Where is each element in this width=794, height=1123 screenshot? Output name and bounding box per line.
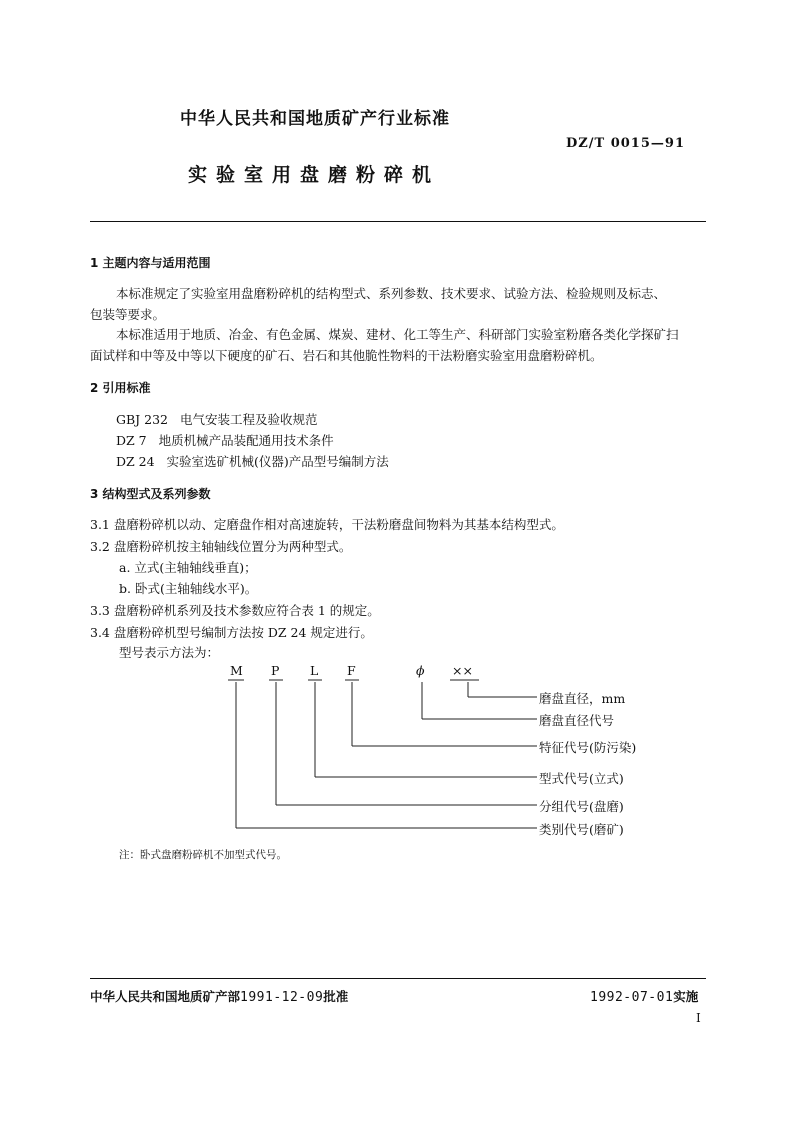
standard-code: DZ/T 0015—91 [566,136,685,151]
code-letter-f: F [347,663,356,678]
code-letter-l: L [310,663,319,678]
diagram-note: 注：卧式盘磨粉碎机不加型式代号。 [119,849,287,861]
code-symbol-phi: ϕ [416,663,425,678]
clause-3-3: 3.3 盘磨粉碎机系列及技术参数应符合表 1 的规定。 [90,603,380,618]
label-group-code: 分组代号(盘磨) [539,799,624,814]
code-diameter-placeholder: ×× [452,663,473,678]
page-number: I [696,1011,701,1025]
label-category-code: 类别代号(磨矿) [539,822,624,837]
implementation-suffix: 实施 [673,989,699,1004]
clause-3-4: 3.4 盘磨粉碎机型号编制方法按 DZ 24 规定进行。 [90,625,373,640]
approval-line [90,987,348,1005]
clause-3-2: 3.2 盘磨粉碎机按主轴轴线位置分为两种型式。 [90,539,352,554]
section-1-para-2-line-2: 面试样和中等及中等以下硬度的矿石、岩石和其他脆性物料的干法粉磨实验室用盘磨粉碎机。 [90,348,603,363]
section-1-heading: 1 主题内容与适用范围 [90,256,211,270]
footer-rule [90,978,706,979]
clause-3-1: 3.1 盘磨粉碎机以动、定磨盘作相对高速旋转，干法粉磨盘间物料为其基本结构型式。 [90,517,564,532]
section-1-para-1-line-1: 本标准规定了实验室用盘磨粉碎机的结构型式、系列参数、技术要求、试验方法、检验规则及标志、 [116,286,667,301]
label-feature-code: 特征代号(防污染) [539,740,637,755]
code-letter-p: P [271,663,280,678]
section-1-para-2-line-1: 本标准适用于地质、冶金、有色金属、煤炭、建材、化工等生产、科研部门实验室粉磨各类化学探矿扫 [116,327,679,342]
model-format-intro: 型号表示方法为： [119,645,220,660]
publishing-authority: 中华人民共和国地质矿产行业标准 [180,109,450,129]
document-title: 实验室用盘磨粉碎机 [188,164,441,186]
reference-title: 电气安装工程及验收规范 [179,412,318,427]
reference-title: 地质机械产品装配通用技术条件 [158,433,334,448]
implementation-line [590,987,698,1005]
implementation-date: 1992-07-01 [590,990,674,1005]
clause-3-2-a: a. 立式(主轴轴线垂直)； [119,560,257,575]
approval-date: 1991-12-09 [240,990,324,1005]
clause-3-2-b: b. 卧式(主轴轴线水平)。 [119,581,258,596]
reference-code: GBJ 232 [116,412,169,427]
approval-suffix: 批准 [323,989,349,1004]
reference-code: DZ 24 [116,454,155,469]
reference-code: DZ 7 [116,433,147,448]
code-letter-m: M [230,663,243,678]
reference-title: 实验室选矿机械(仪器)产品型号编制方法 [166,454,389,469]
section-3-heading: 3 结构型式及系列参数 [90,487,211,501]
approval-authority: 中华人民共和国地质矿产部 [90,989,241,1004]
label-disc-diameter-code: 磨盘直径代号 [539,713,615,728]
label-type-code: 型式代号(立式) [539,771,624,786]
section-1-para-1-line-2: 包装等要求。 [90,307,166,322]
section-2-heading: 2 引用标准 [90,381,151,395]
label-disc-diameter-mm: 磨盘直径，mm [539,691,626,706]
